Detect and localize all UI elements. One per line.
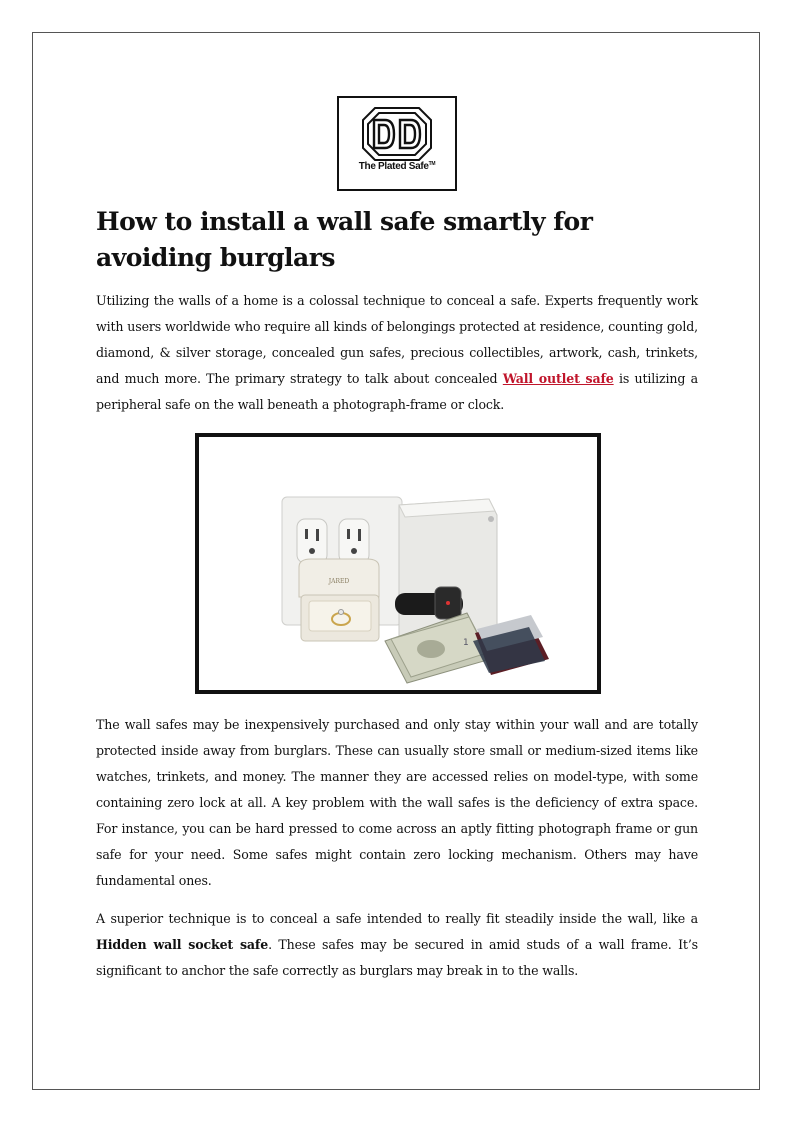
wall-outlet-safe-photo — [195, 433, 601, 694]
hidden-wall-socket-safe-text: Hidden wall socket safe — [96, 937, 269, 952]
plated-safe-logo-icon — [339, 98, 455, 189]
ring-box — [299, 559, 379, 641]
wall-outlet-safe-link[interactable]: Wall outlet safe — [502, 371, 614, 386]
ring-box-brand-text: JARED — [328, 578, 350, 585]
bill-denomination-icon: 1 — [463, 638, 469, 648]
intro-text-after-link: is utilizing a peripheral safe on the wall beneath a photograph-frame or clock. — [96, 371, 698, 412]
p3-text-before-bold: A superior technique is to conceal a safe intended to really fit steadily inside the wall, like a — [96, 911, 698, 926]
p3-text-after-bold: . These safes may be secured in amid studs of a wall frame. It’s significant to anchor the safe correctly as burglars may break in to the walls. — [96, 937, 698, 978]
article-title: How to install a wall safe smartly for avoiding burglars — [96, 207, 593, 272]
wall-safes-paragraph: The wall safes may be inexpensively purchased and only stay within your wall and are totally protected inside away from burglars. These can usually store small or medium-sized items like watches, trinkets, and money. The manner they are accessed relies on model-type, with some containing zero lock at all. A key problem with the wall safes is the deficiency of extra space. For instance, you can be hard pressed to come across an aptly fitting photograph frame or gun safe for your need. Some safes might contain zero locking mechanism. Others may have fundamental ones. — [96, 717, 698, 888]
superior-technique-paragraph — [96, 906, 698, 984]
intro-paragraph — [96, 288, 698, 418]
intro-text-before-link: Utilizing the walls of a home is a colossal technique to conceal a safe. Experts frequently work with users worldwide who require all kinds of belongings protected at residence, counting gold, diamond, & silver storage, concealed gun safes, precious collectibles, artwork, cash, trinkets, and much more. The primary strategy to talk about concealed — [96, 293, 698, 386]
brand-logo — [337, 96, 457, 191]
logo-wordmark: The Plated Safe™ — [358, 161, 436, 172]
